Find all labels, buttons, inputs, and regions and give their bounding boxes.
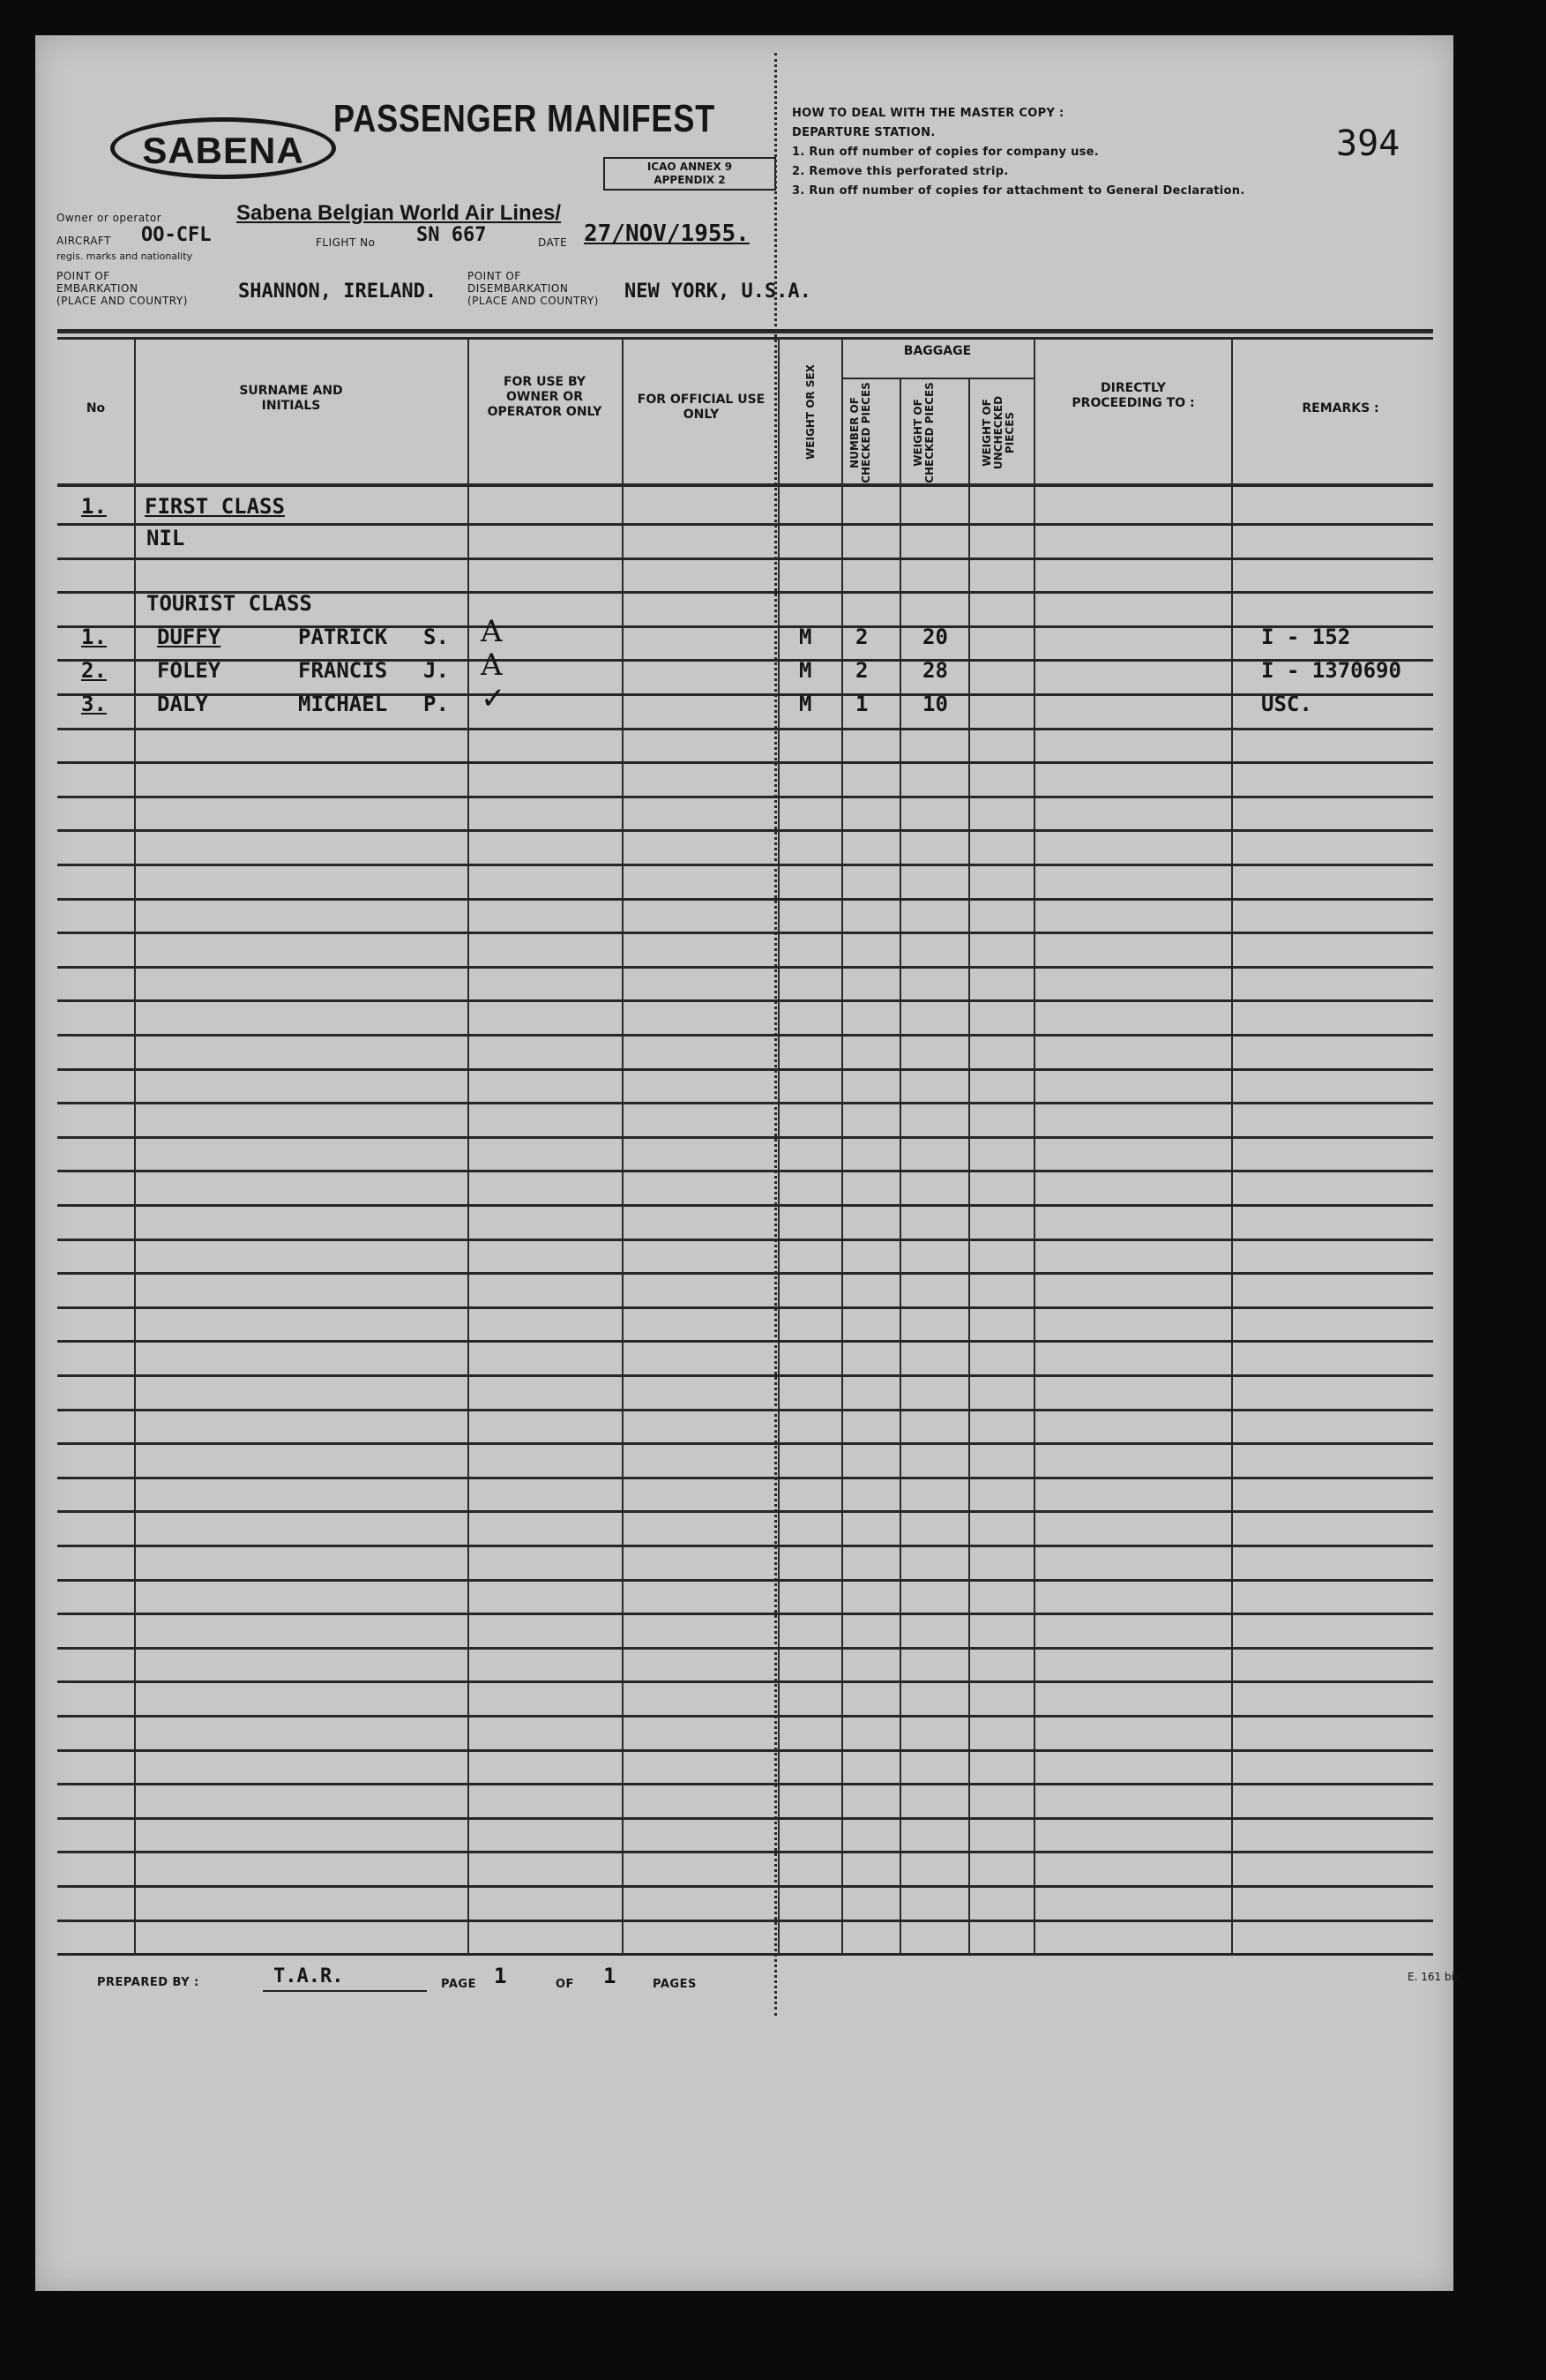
checked-pieces: 1 [855,692,869,716]
col-header-official-use: FOR OFFICIAL USE ONLY [637,393,766,422]
checked-weight: 10 [922,692,948,716]
row-rule [57,1034,1433,1037]
embark-label-1: POINT OF [56,270,110,282]
page-title: PASSENGER MANIFEST [333,97,716,140]
row-rule [57,728,1433,730]
passenger-sex: M [799,692,812,716]
row-rule [57,829,1433,832]
row-rule [57,1545,1433,1547]
instruction-item: 1. Run off number of copies for company use. [792,146,1100,159]
row-rule [57,1136,1433,1139]
owner-value: Sabena Belgian World Air Lines/ [236,201,562,225]
instructions-heading: HOW TO DEAL WITH THE MASTER COPY : [792,107,1064,120]
of-label: OF [556,1978,574,1991]
sabena-logo: SABENA [110,117,336,179]
of-value: 1 [603,1964,616,1988]
checked-weight: 28 [922,658,948,683]
disembark-value: NEW YORK, U.S.A. [624,281,811,303]
col-header-proceeding: DIRECTLY PROCEEDING TO : [1072,381,1195,410]
first-class-heading: FIRST CLASS [145,494,285,519]
embark-value: SHANNON, IRELAND. [238,281,437,303]
row-rule [57,1170,1433,1172]
row-rule [57,1851,1433,1853]
column-divider [968,379,970,1954]
col-header-no: No [86,401,106,415]
disembark-label-1: POINT OF [467,270,521,282]
row-rule [57,1374,1433,1377]
aircraft-note: regis. marks and nationality [56,251,193,262]
row-rule [57,1068,1433,1071]
date-value: 27/NOV/1955. [584,221,750,247]
annex-line-1: ICAO ANNEX 9 [646,161,733,173]
row-rule [57,659,1433,662]
row-rule [57,966,1433,969]
row-rule [57,1579,1433,1582]
col-header-remarks: REMARKS : [1302,401,1379,415]
passenger-sex: M [799,625,812,649]
row-rule [57,898,1433,901]
owner-mark: A [481,647,503,683]
column-divider [622,340,624,1954]
row-rule [57,1749,1433,1752]
embark-label-2: EMBARKATION [56,282,138,295]
row-rule [57,1613,1433,1615]
checked-pieces: 2 [855,625,869,649]
row-rule [57,1442,1433,1445]
column-divider [467,340,469,1954]
manifest-sheet [35,35,1460,2291]
owner-mark: A [481,614,503,649]
passenger-number: 1. [81,625,107,649]
col-header-unchecked-weight: WEIGHT OF UNCHECKED PIECES [981,395,1016,470]
row-rule [57,1920,1433,1922]
first-class-number: 1. [81,494,107,519]
aircraft-label: AIRCRAFT [56,235,111,247]
passenger-initial: S. [423,625,449,649]
row-rule [57,1340,1433,1343]
passenger-surname: DUFFY [157,625,221,649]
col-header-owner-use: FOR USE BY OWNER OR OPERATOR ONLY [487,375,602,419]
column-divider [778,340,780,1954]
instructions-subheading: DEPARTURE STATION. [792,126,936,139]
row-rule [57,932,1433,934]
disembark-label [467,270,599,307]
row-rule [57,796,1433,798]
row-rule [57,1204,1433,1207]
row-rule [57,1680,1433,1683]
col-header-checked-pieces: NUMBER OF CHECKED PIECES [848,382,872,483]
row-rule [57,1817,1433,1820]
col-header-checked-weight: WEIGHT OF CHECKED PIECES [912,382,936,483]
flight-value: SN 667 [416,224,487,246]
row-rule [57,558,1433,560]
column-divider [841,340,843,1954]
checked-pieces: 2 [855,658,869,683]
row-rule [57,1306,1433,1309]
aircraft-value: OO-CFL [141,224,212,246]
col-header-weight-sex: WEIGHT OR SEX [804,364,817,460]
instruction-item: 2. Remove this perforated strip. [792,165,1009,178]
date-label: DATE [538,236,568,249]
disembark-label-3: (PLACE AND COUNTRY) [467,295,599,307]
instruction-item: 3. Run off number of copies for attachment to General Declaration. [792,184,1245,198]
passenger-initial: P. [423,692,449,716]
row-rule [57,625,1433,628]
disembark-label-2: DISEMBARKATION [467,282,569,295]
embark-label [56,270,188,307]
annex-line-2: APPENDIX 2 [654,174,726,186]
table-top-border [57,337,1433,340]
row-rule [57,999,1433,1002]
page-label: PAGE [441,1978,476,1991]
pages-label: PAGES [653,1978,697,1991]
passenger-first-name: PATRICK [298,625,388,649]
prepared-by-label: PREPARED BY : [97,1976,199,1989]
column-divider [1231,340,1233,1954]
passenger-first-name: MICHAEL [298,692,388,716]
passenger-number: 3. [81,692,107,716]
row-rule [57,1783,1433,1785]
row-rule [57,1477,1433,1479]
row-rule [57,1272,1433,1275]
passenger-surname: FOLEY [157,658,221,683]
annex-box [603,157,776,191]
tourist-class-heading: TOURIST CLASS [146,591,312,616]
first-class-entry: NIL [146,526,185,550]
row-rule [57,1409,1433,1411]
page-value: 1 [494,1964,507,1988]
row-rule [57,1885,1433,1888]
row-rule [57,693,1433,696]
passenger-sex: M [799,658,812,683]
checked-weight: 20 [922,625,948,649]
page-number: 394 [1336,123,1400,164]
passenger-remarks: I - 152 [1261,625,1351,649]
embark-label-3: (PLACE AND COUNTRY) [56,295,188,307]
row-rule [57,864,1433,866]
passenger-first-name: FRANCIS [298,658,388,683]
passenger-remarks: USC. [1261,692,1312,716]
row-rule [57,1102,1433,1104]
passenger-initial: J. [423,658,449,683]
row-rule [57,1953,1433,1956]
passenger-remarks: I - 1370690 [1261,658,1401,683]
prepared-by-value: T.A.R. [273,1965,344,1987]
form-code: E. 161 bis [1408,1971,1460,1983]
row-rule [57,1647,1433,1650]
col-header-baggage: BAGGAGE [903,344,972,358]
baggage-divider [841,378,1034,379]
row-rule [57,1715,1433,1718]
flight-label: FLIGHT No [316,236,376,249]
owner-mark: ✓ [481,681,506,716]
row-rule [57,761,1433,764]
passenger-surname: DALY [157,692,208,716]
row-rule [57,1239,1433,1241]
column-divider [134,340,136,1954]
table-header-border [57,483,1433,487]
column-divider [900,379,901,1954]
row-rule [57,523,1433,526]
row-rule [57,1510,1433,1513]
table-top-border [57,329,1433,333]
instructions [792,104,1245,201]
prepared-by-line [263,1990,427,1992]
passenger-number: 2. [81,658,107,683]
owner-label: Owner or operator [56,212,162,224]
column-divider [1034,340,1035,1954]
col-header-surname: SURNAME AND INITIALS [239,384,343,413]
